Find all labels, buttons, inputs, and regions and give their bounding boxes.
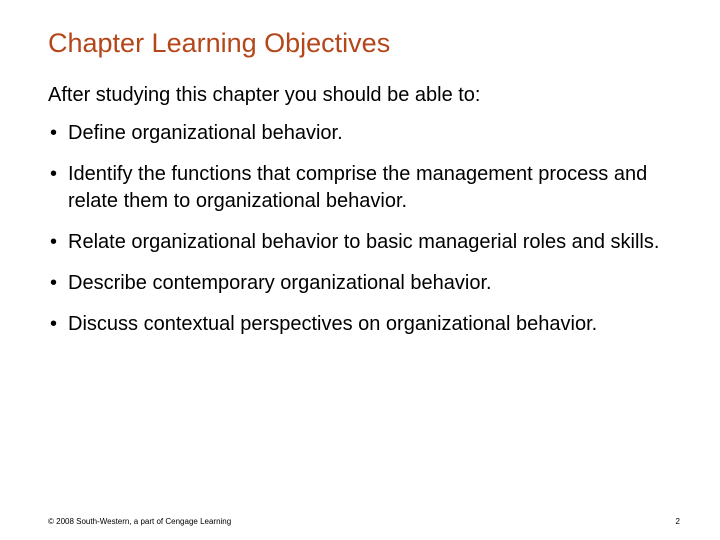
objective-item bbox=[48, 270, 688, 297]
bullet-icon: • bbox=[50, 313, 58, 335]
objectives-list bbox=[48, 120, 688, 352]
slide-title: Chapter Learning Objectives bbox=[48, 28, 391, 58]
bullet-icon: • bbox=[50, 122, 58, 144]
objective-text: Describe contemporary organizational behavior. bbox=[68, 272, 492, 294]
objective-text: Discuss contextual perspectives on organizational behavior. bbox=[68, 313, 598, 335]
copyright-footer: © 2008 South-Western, a part of Cengage Learning bbox=[48, 517, 232, 526]
slide-intro: After studying this chapter you should be able to: bbox=[48, 84, 481, 106]
objective-item bbox=[48, 120, 688, 147]
page-number: 2 bbox=[675, 517, 680, 526]
objective-text: Identify the functions that comprise the management process and relate them to organizational behavior. bbox=[68, 163, 648, 212]
objective-text: Relate organizational behavior to basic managerial roles and skills. bbox=[68, 231, 660, 253]
bullet-icon: • bbox=[50, 231, 58, 253]
objective-text: Define organizational behavior. bbox=[68, 122, 343, 144]
bullet-icon: • bbox=[50, 272, 58, 294]
objective-item bbox=[48, 229, 688, 256]
objective-item bbox=[48, 161, 688, 215]
bullet-icon: • bbox=[50, 163, 58, 185]
objective-item bbox=[48, 311, 688, 338]
